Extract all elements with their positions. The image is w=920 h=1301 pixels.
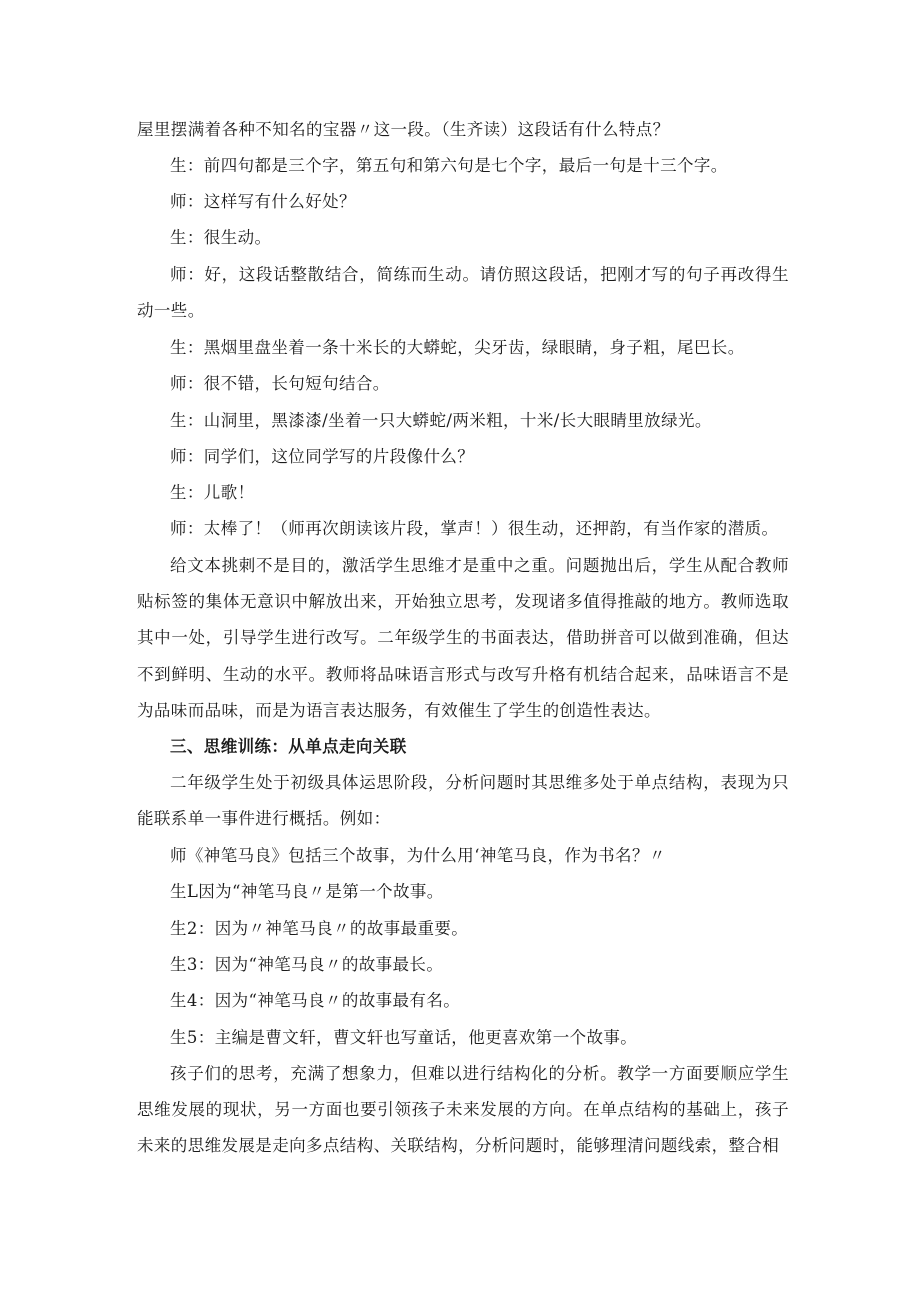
dialogue-line: 师：很不错，长句短句结合。 bbox=[170, 374, 390, 393]
dialogue-line: 生：儿歌！ bbox=[170, 483, 255, 502]
dialogue-line: 师：太棒了！（师再次朗读该片段，掌声！）很生动，还押韵，有当作家的潜质。 bbox=[170, 519, 779, 538]
dialogue-line: 师：这样写有什么好处？ bbox=[170, 192, 356, 211]
section-heading: 三、思维训练：从单点走向关联 bbox=[170, 737, 407, 756]
dialogue-line: 生2：因为〃神笔马良〃的故事最重要。 bbox=[170, 919, 469, 938]
dialogue-line: 生4：因为“神笔马良〃的故事最有名。 bbox=[170, 991, 461, 1010]
body-paragraph: 给文本挑刺不是目的，激活学生思维才是重中之重。问题抛出后，学生从配合教师贴标签的集体无意识中解放出来，开始独立思考，发现诸多值得推敲的地方。教师选取其中一处，引导学生进行改写。二年级学生的书面表达，借助拼音可以做到准确，但达不到鲜明、生动的水平。教师将品味语言形式与改写升格有机结合起来，品味语言不是为品味而品味，而是为语言表达服务，有效催生了学生的创造性表达。 bbox=[137, 556, 789, 720]
body-paragraph: 孩子们的思考，充满了想象力，但难以进行结构化的分析。教学一方面要顺应学生思维发展的现状，另一方面也要引领孩子未来发展的方向。在单点结构的基础上，孩子未来的思维发展是走向多点结构、关联结构，分析问题时，能够理清问题线索，整合相 bbox=[137, 1064, 789, 1156]
dialogue-line: 师《神笔马良》包括三个故事，为什么用‘神笔马良，作为书名？〃 bbox=[170, 846, 666, 865]
dialogue-line: 生：很生动。 bbox=[170, 228, 272, 247]
dialogue-line: 生：前四句都是三个字，第五句和第六句是七个字，最后一句是十三个字。 bbox=[170, 156, 728, 175]
paragraph-continued: 屋里摆满着各种不知名的宝器〃这一段。（生齐读）这段话有什么特点？ bbox=[137, 120, 670, 139]
dialogue-line: 师：好，这段话整散结合，简练而生动。请仿照这段话，把刚才写的句子再改得生动一些。 bbox=[137, 265, 789, 321]
dialogue-line: 生3：因为“神笔马良〃的故事最长。 bbox=[170, 955, 444, 974]
dialogue-line: 生：黑烟里盘坐着一条十米长的大蟒蛇，尖牙齿，绿眼睛，身子粗，尾巴长。 bbox=[170, 338, 745, 357]
dialogue-line: 生：山洞里，黑漆漆/坐着一只大蟒蛇/两米粗，十米/长大眼睛里放绿光。 bbox=[170, 411, 712, 430]
body-paragraph: 二年级学生处于初级具体运思阶段，分析问题时其思维多处于单点结构，表现为只能联系单一事件进行概括。例如： bbox=[137, 773, 789, 829]
dialogue-line: 生5：主编是曹文轩，曹文轩也写童话，他更喜欢第一个故事。 bbox=[170, 1028, 638, 1047]
dialogue-line: 生L因为“神笔马良〃是第一个故事。 bbox=[170, 882, 444, 901]
dialogue-line: 师：同学们，这位同学写的片段像什么？ bbox=[170, 447, 475, 466]
